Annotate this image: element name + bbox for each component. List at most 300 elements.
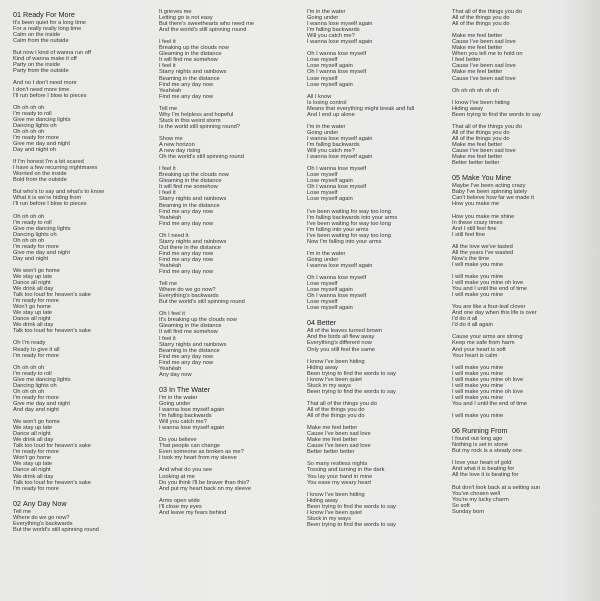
lyric-line: Give me dancing lights bbox=[13, 376, 71, 383]
stanza-break bbox=[307, 311, 445, 317]
lyric-line: And the world's still spinning round bbox=[159, 27, 247, 34]
lyric-line: Baby I've been spinning lately bbox=[452, 189, 528, 196]
lyric-line: Oh I wanna lose myself bbox=[307, 166, 367, 173]
lyric-line: I've been waiting for way too long bbox=[307, 208, 391, 215]
lyric-line: Talk too loud for heaven's sake bbox=[13, 479, 91, 486]
lyric-line: You are like a four-leaf clover bbox=[452, 304, 526, 311]
lyric-line: Make me feel better bbox=[452, 142, 503, 149]
lyric-line: I know I've been hiding bbox=[452, 99, 510, 106]
lyric-line: Oh oh oh oh bbox=[13, 237, 45, 244]
lyric-line: Beaming in the distance bbox=[159, 75, 220, 82]
lyric-line: When you tell me to hold on bbox=[452, 51, 523, 58]
lyric-line: Dancing lights oh bbox=[13, 231, 57, 238]
lyric-line: Gleaming in the distance bbox=[159, 51, 222, 58]
lyric-line: All I know bbox=[307, 93, 332, 100]
lyric-line: That all of the things you do bbox=[452, 123, 522, 130]
lyric-line: Can't believe how far we made it bbox=[452, 195, 535, 202]
lyric-line: Hiding away bbox=[307, 497, 338, 504]
lyric-line: We stay up late bbox=[13, 461, 53, 468]
lyric-line: Been trying to find the words to say bbox=[307, 503, 396, 510]
lyric-line: And what it is beating for bbox=[452, 466, 515, 473]
stanza-break bbox=[452, 166, 590, 172]
lyric-line: Yeahéah bbox=[159, 214, 182, 221]
lyric-line: Will you catch me? bbox=[307, 148, 355, 155]
lyric-line: Oh oh oh oh bbox=[13, 128, 45, 135]
lyric-line: You and I until the end of time bbox=[452, 286, 528, 293]
lyric-line: I feel it bbox=[159, 166, 176, 173]
lyric-line: I'm ready for more bbox=[13, 243, 59, 250]
lyric-line: I will make you mine oh love bbox=[452, 280, 524, 287]
stanza-break bbox=[13, 492, 151, 498]
lyric-line: Give me day and night bbox=[13, 140, 70, 147]
song-title bbox=[307, 319, 445, 327]
lyric-line: Oh oh oh oh oh oh bbox=[452, 87, 500, 94]
lyric-line: I will make you mine bbox=[452, 261, 504, 268]
lyric-line: I'm falling backwards bbox=[159, 413, 212, 420]
lyric-line: Party on the inside bbox=[13, 62, 61, 69]
lyric-line: Going under bbox=[159, 400, 191, 407]
lyrics-column-2 bbox=[159, 9, 297, 516]
lyric-line: I found out long ago bbox=[452, 436, 503, 443]
lyric-line: Lose myself bbox=[307, 57, 338, 64]
lyric-line: I took my heart from my sleeve bbox=[159, 455, 237, 462]
lyric-line: Breaking up the clouds now bbox=[159, 172, 229, 179]
lyric-line: For a really really long time bbox=[13, 26, 82, 33]
lyric-line: Stuck in this weird storm bbox=[159, 117, 221, 124]
lyric-line: Starry nights and rainbows bbox=[159, 69, 227, 76]
lyric-line: Find me any day now bbox=[159, 269, 214, 276]
lyric-line: Cause your arms are strong bbox=[452, 334, 523, 341]
lyric-line: All the love it is beating for bbox=[452, 472, 519, 479]
lyric-line: Better better better bbox=[452, 160, 500, 167]
lyric-line: Nothing is set in stone bbox=[452, 442, 508, 449]
lyric-line: I will make you mine oh love bbox=[452, 388, 524, 395]
lyric-line: Oh I wanna lose myself bbox=[307, 51, 367, 58]
lyric-line: Day and night oh bbox=[13, 146, 57, 153]
lyric-line: Lose myself again bbox=[307, 178, 353, 185]
lyric-line: Dance all night bbox=[13, 316, 51, 323]
lyric-line: I will make you mine bbox=[452, 370, 504, 377]
lyric-line: But now I kind of wanna run off bbox=[13, 50, 91, 57]
lyric-line: I wanna lose myself again bbox=[307, 262, 373, 269]
lyric-line: That all of the things you do bbox=[307, 400, 377, 407]
lyric-line: It grieves me bbox=[159, 9, 192, 15]
lyric-line: I'm ready to roll bbox=[13, 219, 52, 226]
lyric-line: You and I until the end of time bbox=[452, 400, 528, 407]
lyric-line: I'm ready for more bbox=[13, 485, 59, 492]
lyric-line: I wanna lose myself again bbox=[307, 154, 373, 161]
lyric-line: A new day rising bbox=[159, 148, 201, 155]
lyric-line: It will find me somehow bbox=[159, 57, 218, 64]
song-number: 06 bbox=[452, 426, 460, 436]
lyric-line: Lose myself again bbox=[307, 196, 353, 203]
lyric-line: If I'm honest I'm a bit scared bbox=[13, 159, 84, 166]
lyric-line: We drink all day bbox=[13, 286, 54, 293]
lyric-line: It will find me somehow bbox=[159, 184, 218, 191]
lyric-line: Talk too loud for heaven's sake bbox=[13, 328, 91, 335]
lyric-line: Gleaming in the distance bbox=[159, 323, 222, 330]
lyric-line: That all of the things you do bbox=[452, 9, 522, 15]
lyric-line: Yeahéah bbox=[159, 262, 182, 269]
lyric-line: Lose myself again bbox=[307, 81, 353, 88]
lyric-line: Arms open wide bbox=[159, 497, 200, 504]
lyric-line: Oh I wanna lose myself bbox=[307, 293, 367, 300]
lyric-line: Find me any day now bbox=[159, 81, 214, 88]
lyric-line: I'm in the water bbox=[159, 394, 198, 401]
lyric-line: And day and night bbox=[13, 407, 59, 413]
lyric-line: Cause I've been sad love bbox=[452, 75, 516, 82]
lyric-line: Cause I've been sad love bbox=[452, 148, 516, 155]
lyric-line: Oh I feel it bbox=[159, 311, 185, 318]
lyric-line: Beaming in the distance bbox=[159, 347, 220, 354]
lyric-line: I'm falling backwards into your arms bbox=[307, 214, 398, 221]
song-name: Better bbox=[317, 318, 337, 328]
lyric-line: Find me any day now bbox=[159, 353, 214, 360]
lyric-line: I've been waiting for way too long bbox=[307, 220, 391, 227]
lyric-line: I feel it bbox=[159, 63, 176, 70]
lyrics-column-1 bbox=[13, 9, 151, 533]
lyric-line: What it is we're hiding from bbox=[13, 195, 82, 202]
lyric-line: Beaming in the distance bbox=[159, 202, 220, 209]
lyric-line: Oh I wanna lose myself bbox=[307, 184, 367, 191]
lyric-line: Hiding away bbox=[307, 364, 338, 371]
lyric-line: Make me feel better bbox=[452, 69, 503, 76]
lyric-line: Everything's backwards bbox=[13, 520, 73, 527]
lyric-line: Do you believe bbox=[159, 437, 197, 444]
lyric-line: You lay your hand in mine bbox=[307, 473, 373, 480]
lyric-line: I'm ready for more bbox=[13, 352, 59, 359]
lyric-line: Out there in the distance bbox=[159, 244, 221, 251]
lyric-line: Hiding away bbox=[452, 105, 483, 112]
lyric-line: Lose myself bbox=[307, 190, 338, 197]
lyric-line: Where do we go now? bbox=[13, 514, 70, 521]
lyric-line: I still feel fine bbox=[452, 231, 485, 238]
lyric-line: All of the leaves turned brown bbox=[307, 328, 382, 335]
lyric-line: Been trying to find the words to say bbox=[307, 388, 396, 395]
lyric-line: I will make you mine bbox=[452, 382, 504, 389]
lyric-line: Is losing control bbox=[307, 99, 347, 106]
lyric-line: I wanna lose myself again bbox=[159, 425, 225, 432]
lyric-line: Means that everything might break and fall bbox=[307, 105, 415, 112]
lyric-line: Make me feel better bbox=[452, 33, 503, 40]
lyric-line: We drink all day bbox=[13, 437, 54, 444]
lyric-line: I feel it bbox=[159, 335, 176, 342]
lyric-line: I'd do it all again bbox=[452, 322, 493, 329]
lyric-line: But there's sweethearts who need me bbox=[159, 21, 254, 28]
lyric-line: Your heart is calm bbox=[452, 352, 498, 359]
lyric-line: And I still feel fine bbox=[452, 225, 497, 232]
lyric-line: Oh oh oh oh bbox=[13, 388, 45, 395]
lyric-line: All the years I've wasted bbox=[452, 249, 514, 256]
lyric-line: Starry nights and rainbows bbox=[159, 238, 227, 245]
lyric-line: Any day now bbox=[159, 371, 192, 378]
lyric-line: It's been quiet for a long time bbox=[13, 20, 86, 26]
lyric-line: Lose myself bbox=[307, 299, 338, 306]
lyric-line: I will make you mine bbox=[452, 273, 504, 280]
lyric-line: Do you think I'll be braver than this? bbox=[159, 479, 250, 486]
lyric-line: Show me bbox=[159, 135, 183, 142]
song-name: Running From bbox=[462, 426, 508, 436]
song-number: 03 bbox=[159, 384, 167, 394]
lyric-line: All the love we've tasted bbox=[452, 243, 513, 250]
lyric-line: I wanna lose myself again bbox=[307, 135, 373, 142]
lyric-line: Will you catch me? bbox=[159, 419, 207, 426]
lyric-line: We stay up late bbox=[13, 425, 53, 432]
lyric-line: Oh I wanna lose myself bbox=[307, 275, 367, 282]
lyric-line: It's breaking up the clouds now bbox=[159, 317, 237, 324]
lyric-line: Oh I need it bbox=[159, 232, 189, 239]
lyric-line: All of the things you do bbox=[452, 129, 510, 136]
lyric-line: I'm ready for more bbox=[13, 134, 59, 141]
lyric-line: And put my heart back on my sleeve bbox=[159, 485, 251, 492]
lyric-line: And leave my fears behind bbox=[159, 509, 227, 516]
lyric-line: Talk too loud for heaven's sake bbox=[13, 443, 91, 450]
lyric-line: And one day when this life is over bbox=[452, 310, 537, 317]
lyric-line: Make me feel better bbox=[307, 437, 358, 444]
lyric-line: Tell me bbox=[159, 281, 178, 288]
lyric-line: Been trying to find the words to say bbox=[452, 111, 541, 118]
lyric-line: How you make me bbox=[452, 201, 500, 208]
lyric-line: We drink all day bbox=[13, 322, 54, 329]
lyric-line: Talk too loud for heaven's sake bbox=[13, 292, 91, 299]
lyric-line: And I end up alone bbox=[307, 111, 355, 118]
lyric-line: Why I'm helpless and hopeful bbox=[159, 111, 234, 118]
lyric-line: Tossing and turning in the dark bbox=[307, 467, 385, 474]
song-title bbox=[159, 386, 297, 394]
lyric-line: We stay up late bbox=[13, 273, 53, 280]
lyric-line: Give me dancing lights bbox=[13, 116, 71, 123]
lyric-line: Everything's different now bbox=[307, 340, 372, 347]
lyric-line: Won't go home bbox=[13, 455, 51, 462]
lyric-line: And the birds all flew away bbox=[307, 334, 375, 341]
lyric-line: Keep me safe from harm bbox=[452, 340, 515, 347]
lyric-line: Ready to give it all bbox=[13, 346, 60, 353]
lyric-line: That people can change bbox=[159, 443, 221, 450]
lyric-line: I'm falling backwards bbox=[307, 27, 360, 34]
lyric-line: Give me day and night bbox=[13, 400, 70, 407]
lyric-line: I will make you mine oh love bbox=[452, 376, 524, 383]
lyric-line: Find me any day now bbox=[159, 220, 214, 227]
lyric-line: I'm ready to roll bbox=[13, 370, 52, 377]
lyric-line: I will make you mine bbox=[452, 394, 504, 401]
lyric-line: I feel it bbox=[159, 39, 176, 46]
lyric-line: I'm ready to roll bbox=[13, 110, 52, 117]
lyric-line: Going under bbox=[307, 129, 339, 136]
lyric-line: Dance all night bbox=[13, 280, 51, 287]
lyric-line: Dance all night bbox=[13, 431, 51, 438]
lyric-line: I know I've been quiet bbox=[307, 509, 362, 516]
lyric-line: I'm falling into your arms bbox=[307, 226, 369, 233]
lyric-line: Oh the world's still spinning round bbox=[159, 154, 244, 161]
lyric-line: Stuck in my ways bbox=[307, 382, 351, 389]
lyric-line: I have a few recurring nightmares bbox=[13, 165, 98, 172]
lyric-line: Yeahéah bbox=[159, 87, 182, 94]
lyric-line: We won't go home bbox=[13, 419, 60, 426]
stanza-break bbox=[452, 419, 590, 425]
song-name: Ready For More bbox=[23, 10, 75, 19]
lyric-line: Worried on the inside bbox=[13, 171, 67, 178]
lyric-line: Dance all night bbox=[13, 467, 51, 474]
lyric-line: I wanna lose myself again bbox=[307, 39, 373, 46]
lyric-line: But my rock is a steady one bbox=[452, 448, 522, 455]
stanza-break bbox=[159, 378, 297, 384]
lyric-line: You ease my weary heart bbox=[307, 479, 371, 486]
lyric-line: Been trying to find the words to say bbox=[307, 521, 396, 528]
lyric-line: Yeahéah bbox=[159, 365, 182, 372]
lyric-line: I know I've been quiet bbox=[307, 376, 362, 383]
lyric-line: Find me any day now bbox=[159, 93, 214, 100]
lyric-line: All of the things you do bbox=[307, 413, 365, 420]
lyric-line: Starry nights and rainbows bbox=[159, 196, 227, 203]
lyric-line: You're my lucky charm bbox=[452, 496, 509, 503]
lyric-line: We stay up late bbox=[13, 310, 53, 317]
lyric-line: Letting go is not easy bbox=[159, 15, 213, 22]
lyric-line: I know I've been hiding bbox=[307, 491, 365, 498]
lyric-line: Now's the time bbox=[452, 255, 490, 262]
song-number: 05 bbox=[452, 173, 460, 183]
lyric-line: Find me any day now bbox=[159, 256, 214, 263]
lyric-line: All of the things you do bbox=[307, 407, 365, 413]
lyric-line: Will you catch me? bbox=[307, 33, 355, 40]
lyric-line: I'm ready for more bbox=[13, 394, 59, 401]
lyric-line: Dancing lights oh bbox=[13, 122, 57, 129]
lyric-line: All of the things you do bbox=[452, 15, 510, 22]
lyric-line: It will find me somehow bbox=[159, 329, 218, 336]
lyric-line: Cause I've been sad love bbox=[307, 443, 371, 450]
lyric-line: We won't go home bbox=[13, 267, 60, 274]
lyrics-column-3 bbox=[307, 9, 445, 528]
lyric-line: Lose myself again bbox=[307, 63, 353, 70]
lyric-line: I'll close my eyes bbox=[159, 503, 202, 510]
lyric-line: And your heart is soft bbox=[452, 346, 506, 353]
lyric-line: Lose myself bbox=[307, 75, 338, 82]
lyric-line: But the world's still spinning round bbox=[13, 526, 99, 533]
lyric-line: Won't go home bbox=[13, 304, 51, 311]
lyric-line: I will make you mine bbox=[452, 364, 504, 371]
lyric-line: Going under bbox=[307, 256, 339, 263]
lyric-line: Cause I've been sad love bbox=[307, 431, 371, 438]
lyric-line: I wanna lose myself again bbox=[159, 407, 225, 413]
lyric-line: All of the things you do bbox=[452, 135, 510, 142]
song-title bbox=[13, 11, 151, 19]
song-number: 01 bbox=[13, 10, 21, 19]
lyric-line: Oh I wanna lose myself bbox=[307, 69, 367, 76]
lyric-line: Find me any day now bbox=[159, 250, 214, 257]
lyric-line: I'm in the water bbox=[307, 123, 346, 130]
lyric-line: I know I've been hiding bbox=[307, 358, 365, 365]
lyric-line: I love your heart of gold bbox=[452, 460, 512, 467]
lyric-line: And no I don't need more bbox=[13, 80, 77, 87]
lyric-line: Lose myself again bbox=[307, 305, 353, 312]
lyric-line: Lose myself bbox=[307, 281, 338, 288]
lyric-line: Day and night bbox=[13, 255, 49, 262]
lyric-line: Give me dancing lights bbox=[13, 225, 71, 232]
lyric-line: I'm ready for more bbox=[13, 298, 59, 305]
lyric-line: I will make you mine bbox=[452, 413, 504, 420]
song-title bbox=[13, 500, 151, 508]
lyric-line: Tell me bbox=[13, 508, 32, 515]
lyric-line: Now I'm falling into your arms bbox=[307, 238, 382, 245]
lyric-line: Calm from the outside bbox=[13, 38, 69, 45]
lyric-line: Calm on the inside bbox=[13, 32, 61, 39]
lyric-line: All of the things you do bbox=[452, 21, 510, 28]
lyric-line: Is the world still spinning round? bbox=[159, 123, 240, 130]
lyric-line: Lose myself bbox=[307, 172, 338, 179]
song-name: In The Water bbox=[169, 384, 211, 394]
lyric-line: Find me any day now bbox=[159, 359, 214, 366]
lyric-line: You've chosen well bbox=[452, 490, 500, 497]
lyric-line: I don't need more time bbox=[13, 86, 70, 93]
lyric-line: Cause I've been sad love bbox=[452, 39, 516, 46]
lyric-line: I'll run before I blow to pieces bbox=[13, 92, 87, 99]
lyric-line: Make me feel better bbox=[307, 425, 358, 432]
lyric-line: Oh I'm ready bbox=[13, 340, 46, 347]
lyric-line: Better better better bbox=[307, 449, 355, 456]
lyric-line: I'm in the water bbox=[307, 9, 346, 15]
lyric-line: Maybe I've been acting crazy bbox=[452, 183, 526, 190]
lyric-line: Everything's backwards bbox=[159, 293, 219, 300]
lyric-line: Going under bbox=[307, 15, 339, 22]
lyrics-column-4 bbox=[452, 9, 590, 515]
lyric-line: I'll run before I blow to pieces bbox=[13, 201, 87, 208]
lyric-line: Only you still feel the same bbox=[307, 346, 375, 353]
lyric-line: I'm in the water bbox=[307, 250, 346, 257]
lyric-line: Oh oh oh oh bbox=[13, 213, 45, 220]
lyric-line: I'm falling backwards bbox=[307, 142, 360, 149]
lyric-line: But the world's still spinning round bbox=[159, 299, 245, 306]
lyric-line: Tell me bbox=[159, 105, 178, 112]
lyric-line: I will make you mine bbox=[452, 292, 504, 299]
lyric-line: Lose myself again bbox=[307, 287, 353, 294]
lyric-line: Give me day and night bbox=[13, 249, 70, 256]
lyric-line: Make me feel better bbox=[452, 154, 503, 161]
song-name: Any Day Now bbox=[23, 498, 67, 508]
lyric-line: I've been waiting for way too long bbox=[307, 232, 391, 239]
lyric-line: Looking at me bbox=[159, 473, 195, 480]
song-title bbox=[452, 427, 590, 435]
lyric-line: I'm ready for more bbox=[13, 449, 59, 456]
lyric-line: And what do you see bbox=[159, 467, 213, 474]
lyric-line: But who's to say and what's to know bbox=[13, 189, 105, 196]
lyric-line: Make me feel better bbox=[452, 45, 503, 52]
lyric-line: Oh oh oh oh bbox=[13, 364, 45, 371]
lyric-line: Kind of wanna make it off bbox=[13, 56, 77, 63]
song-number: 02 bbox=[13, 498, 21, 508]
lyric-line: In these crazy times bbox=[452, 219, 503, 226]
lyric-line: How you make me shine bbox=[452, 213, 515, 220]
lyric-line: Gleaming in the distance bbox=[159, 178, 222, 185]
song-name: Make You Mine bbox=[462, 173, 512, 183]
lyric-line: Starry nights and rainbows bbox=[159, 341, 227, 348]
lyric-line: Cause I've been sad love bbox=[452, 63, 516, 70]
lyric-line: Oh oh oh oh bbox=[13, 104, 45, 111]
lyric-line: Sunday born bbox=[452, 508, 485, 515]
lyric-line: Where do we go now? bbox=[159, 287, 216, 294]
lyric-line: Find me any day now bbox=[159, 208, 214, 215]
lyric-line: I'd do it all bbox=[452, 316, 478, 323]
lyric-line: So many restless nights bbox=[307, 461, 368, 468]
lyric-line: Stuck in my ways bbox=[307, 515, 351, 522]
song-number: 04 bbox=[307, 318, 315, 328]
lyric-line: I feel it bbox=[159, 190, 176, 197]
lyric-line: Dancing lights oh bbox=[13, 382, 57, 389]
lyric-line: Been trying to find the words to say bbox=[307, 370, 396, 377]
lyric-line: So soft bbox=[452, 502, 470, 509]
lyric-line: But don't look back at a setting sun bbox=[452, 484, 541, 491]
lyric-line: Even someone as broken as me? bbox=[159, 449, 244, 456]
lyric-line: I wanna lose myself again bbox=[307, 21, 373, 28]
lyric-line: I feel better bbox=[452, 57, 481, 64]
